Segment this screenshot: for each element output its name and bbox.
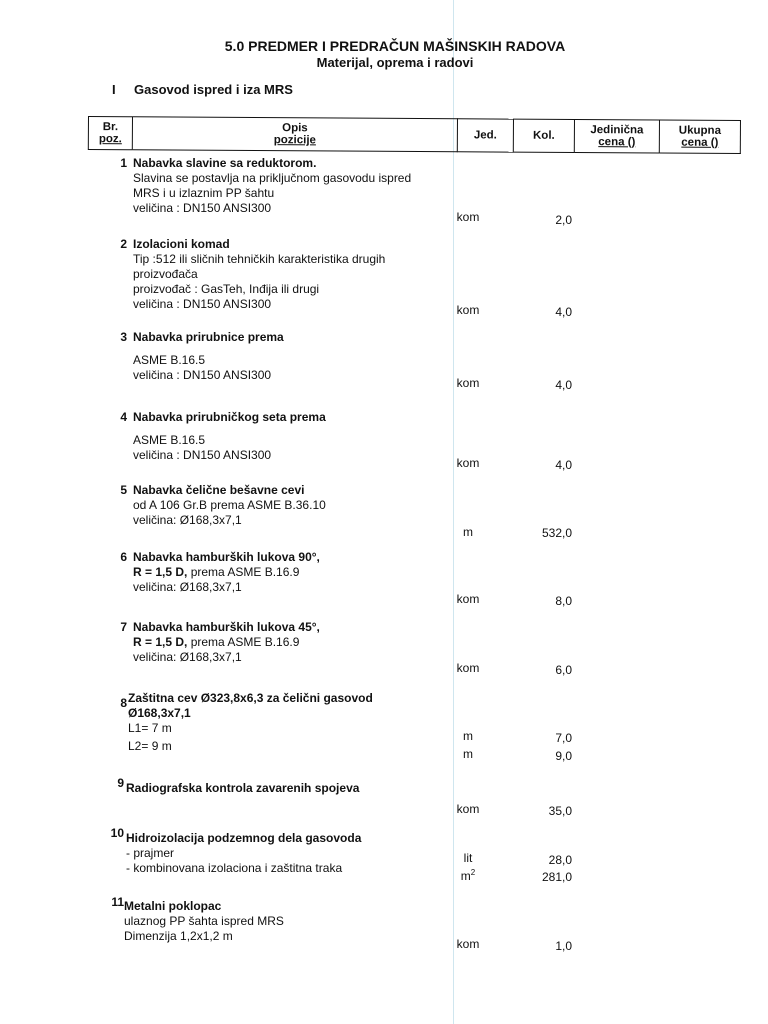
item-quantity: 9,0 [555,749,572,763]
item-unit: kom [456,456,480,470]
item-unit: kom [456,802,480,816]
item-desc-line: Slavina se postavlja na priključnom gasovodu ispred [133,171,412,185]
item-number: 2 [120,237,127,251]
header-jedinicna-cena [575,119,660,154]
item-quantity: 2,0 [555,213,572,227]
item-unit: kom [456,592,480,606]
item-quantity: 6,0 [555,663,572,677]
item-quantity: 281,0 [541,870,572,884]
table-header [88,116,741,154]
header-br-line1: Br. [102,121,119,134]
header-kol: Kol. [514,119,575,153]
item-number: 10 [110,826,124,840]
section-heading [112,82,293,97]
item-title-bold: R = 1,5 D, [133,635,188,649]
header-jed-cena-line1: Jedinična [590,124,644,137]
item-number: 7 [120,620,127,634]
header-uk-cena-line2: cena () [681,136,719,149]
item-unit: kom [456,303,480,317]
page-subtitle: Materijal, oprema i radovi [316,55,474,70]
item-number: 6 [120,550,127,564]
item-unit: m [463,525,473,539]
unit-base: m [460,869,471,883]
item-desc-line: Tip :512 ili sličnih tehničkih karakteristika drugih [133,252,386,266]
header-opis-line1: Opis [282,122,308,135]
item-number: 3 [120,330,127,344]
item-quantity: 1,0 [555,939,572,953]
item-title: Nabavka hamburških lukova 45°, [133,620,320,634]
item-desc-line: veličina : DN150 ANSI300 [133,368,272,382]
header-uk-cena-line1: Ukupna [678,124,722,137]
item-number: 4 [120,410,127,424]
item-title: Nabavka čelične bešavne cevi [133,483,305,497]
item-desc-line: ulaznog PP šahta ispred MRS [124,914,284,928]
item-title: Nabavka prirubnice prema [133,330,284,344]
item-desc-line: od A 106 Gr.B prema ASME B.36.10 [133,498,326,512]
header-opis-line2: pozicije [273,134,316,147]
item-desc-line: veličina: Ø168,3x7,1 [133,650,242,664]
item-title-bold: R = 1,5 D, [133,565,188,579]
header-jed-cena-line2: cena () [598,136,636,149]
item-unit [448,869,488,883]
item-quantity: 28,0 [548,853,572,867]
header-jed: Jed. [458,118,514,152]
item-title-line2: Ø168,3x7,1 [128,706,191,720]
item-title: Nabavka hamburških lukova 90°, [133,550,320,564]
item-desc-line: proizvođač : GasTeh, Inđija ili drugi [133,282,320,296]
item-number: 9 [117,776,124,790]
item-title: Metalni poklopac [124,899,222,913]
item-title: Zaštitna cev Ø323,8x6,3 za čelični gasovod [128,691,373,705]
item-desc-line: - prajmer [126,846,175,860]
item-number: 11 [111,895,124,909]
item-unit: lit [463,851,473,865]
item-title: Nabavka slavine sa reduktorom. [133,156,317,170]
header-br-line2: poz. [98,133,122,146]
item-desc-line: veličina: Ø168,3x7,1 [133,513,242,527]
section-roman-numeral: I [112,82,116,97]
page-title: 5.0 PREDMER I PREDRAČUN MAŠINSKIH RADOVA [224,38,566,54]
item-title: Izolacioni komad [133,237,230,251]
item-quantity: 4,0 [555,458,572,472]
item-title-rest: prema ASME B.16.9 [187,635,300,649]
item-unit: m [463,747,473,761]
item-number: 1 [120,156,127,170]
item-desc-line: veličina : DN150 ANSI300 [133,448,272,462]
item-unit: m [463,729,473,743]
item-desc-line: ASME B.16.5 [133,353,206,367]
item-unit: kom [456,661,480,675]
item-quantity: 35,0 [548,804,572,818]
item-desc-line: - kombinovana izolaciona i zaštitna traka [126,861,343,875]
item-quantity: 8,0 [555,594,572,608]
header-opis [133,116,458,152]
item-desc-line: L2= 9 m [128,739,172,753]
item-unit: kom [456,210,480,224]
item-desc-line: veličina : DN150 ANSI300 [133,297,272,311]
unit-superscript: 2 [470,868,476,877]
item-quantity: 532,0 [541,526,572,540]
item-title: Nabavka prirubničkog seta prema [133,410,326,424]
item-desc-line: MRS i u izlaznim PP šahtu [133,186,275,200]
item-desc-line: ASME B.16.5 [133,433,206,447]
item-number: 8 [120,696,127,710]
item-number: 5 [120,483,127,497]
item-desc-line: veličina : DN150 ANSI300 [133,201,272,215]
item-title-rest: prema ASME B.16.9 [187,565,300,579]
header-br-poz [88,116,133,150]
item-unit: kom [456,937,480,951]
section-label: Gasovod ispred i iza MRS [134,82,293,97]
item-quantity: 7,0 [555,731,572,745]
item-desc-line: proizvođača [133,267,198,281]
item-title: Radiografska kontrola zavarenih spojeva [126,781,360,795]
item-desc-line: veličina: Ø168,3x7,1 [133,580,242,594]
item-unit: kom [456,376,480,390]
item-quantity: 4,0 [555,378,572,392]
item-quantity: 4,0 [555,305,572,319]
item-title: Hidroizolacija podzemnog dela gasovoda [126,831,362,845]
item-desc-line: L1= 7 m [128,721,172,735]
item-desc-line: Dimenzija 1,2x1,2 m [124,929,233,943]
header-ukupna-cena [660,119,741,153]
